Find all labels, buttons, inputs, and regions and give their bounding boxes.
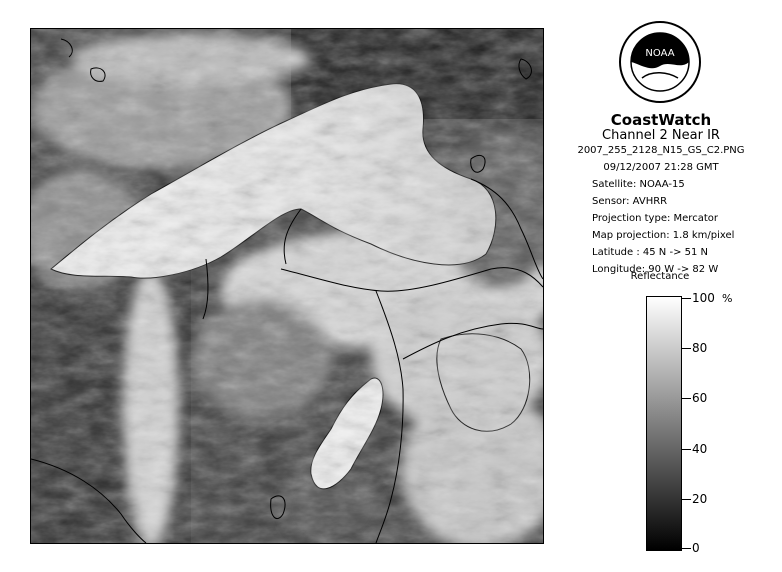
meta-label: Sensor: <box>592 196 630 207</box>
colorbar-tick <box>681 298 691 299</box>
meta-value: 90 W -> 82 W <box>648 264 719 275</box>
colorbar-tick <box>681 449 691 450</box>
colorbar-tick-label: 60 <box>692 391 708 405</box>
meta-value: 1.8 km/pixel <box>672 230 735 241</box>
meta-latitude <box>592 247 708 258</box>
channel-subtitle: Channel 2 Near IR <box>602 128 720 143</box>
colorbar-tick-label: 20 <box>692 492 708 506</box>
meta-value: 45 N -> 51 N <box>642 247 709 258</box>
image-filename: 2007_255_2128_N15_GS_C2.PNG <box>577 145 745 156</box>
noaa-logo-icon <box>618 20 702 104</box>
page-title: CoastWatch <box>610 111 712 129</box>
meta-label: Map projection: <box>592 230 670 241</box>
meta-value: NOAA-15 <box>639 179 685 190</box>
meta-value: AVHRR <box>632 196 668 207</box>
meta-satellite <box>592 179 685 190</box>
colorbar-unit: % <box>722 292 733 305</box>
satellite-image-drawing <box>31 29 543 543</box>
colorbar-tick <box>681 548 691 549</box>
meta-label: Latitude : <box>592 247 640 258</box>
meta-label: Longitude: <box>592 264 646 275</box>
meta-map-projection <box>592 230 734 241</box>
colorbar-tick <box>681 398 691 399</box>
image-datetime: 09/12/2007 21:28 GMT <box>603 162 719 173</box>
meta-label: Satellite: <box>592 179 637 190</box>
meta-label: Projection type: <box>592 213 671 224</box>
meta-sensor <box>592 196 667 207</box>
meta-projection-type <box>592 213 718 224</box>
colorbar-tick-label: 0 <box>692 541 700 555</box>
logo-text: NOAA <box>645 48 675 59</box>
noaa-logo-graphic <box>618 20 702 104</box>
cloud-texture <box>31 29 543 543</box>
colorbar-tick <box>681 348 691 349</box>
colorbar <box>646 296 682 551</box>
satellite-image <box>30 28 544 544</box>
colorbar-tick-label: 100 <box>692 291 715 305</box>
meta-value: Mercator <box>673 213 718 224</box>
colorbar-tick-label: 80 <box>692 341 708 355</box>
colorbar-tick-label: 40 <box>692 442 708 456</box>
colorbar-label: Reflectance <box>630 271 690 282</box>
colorbar-tick <box>681 499 691 500</box>
